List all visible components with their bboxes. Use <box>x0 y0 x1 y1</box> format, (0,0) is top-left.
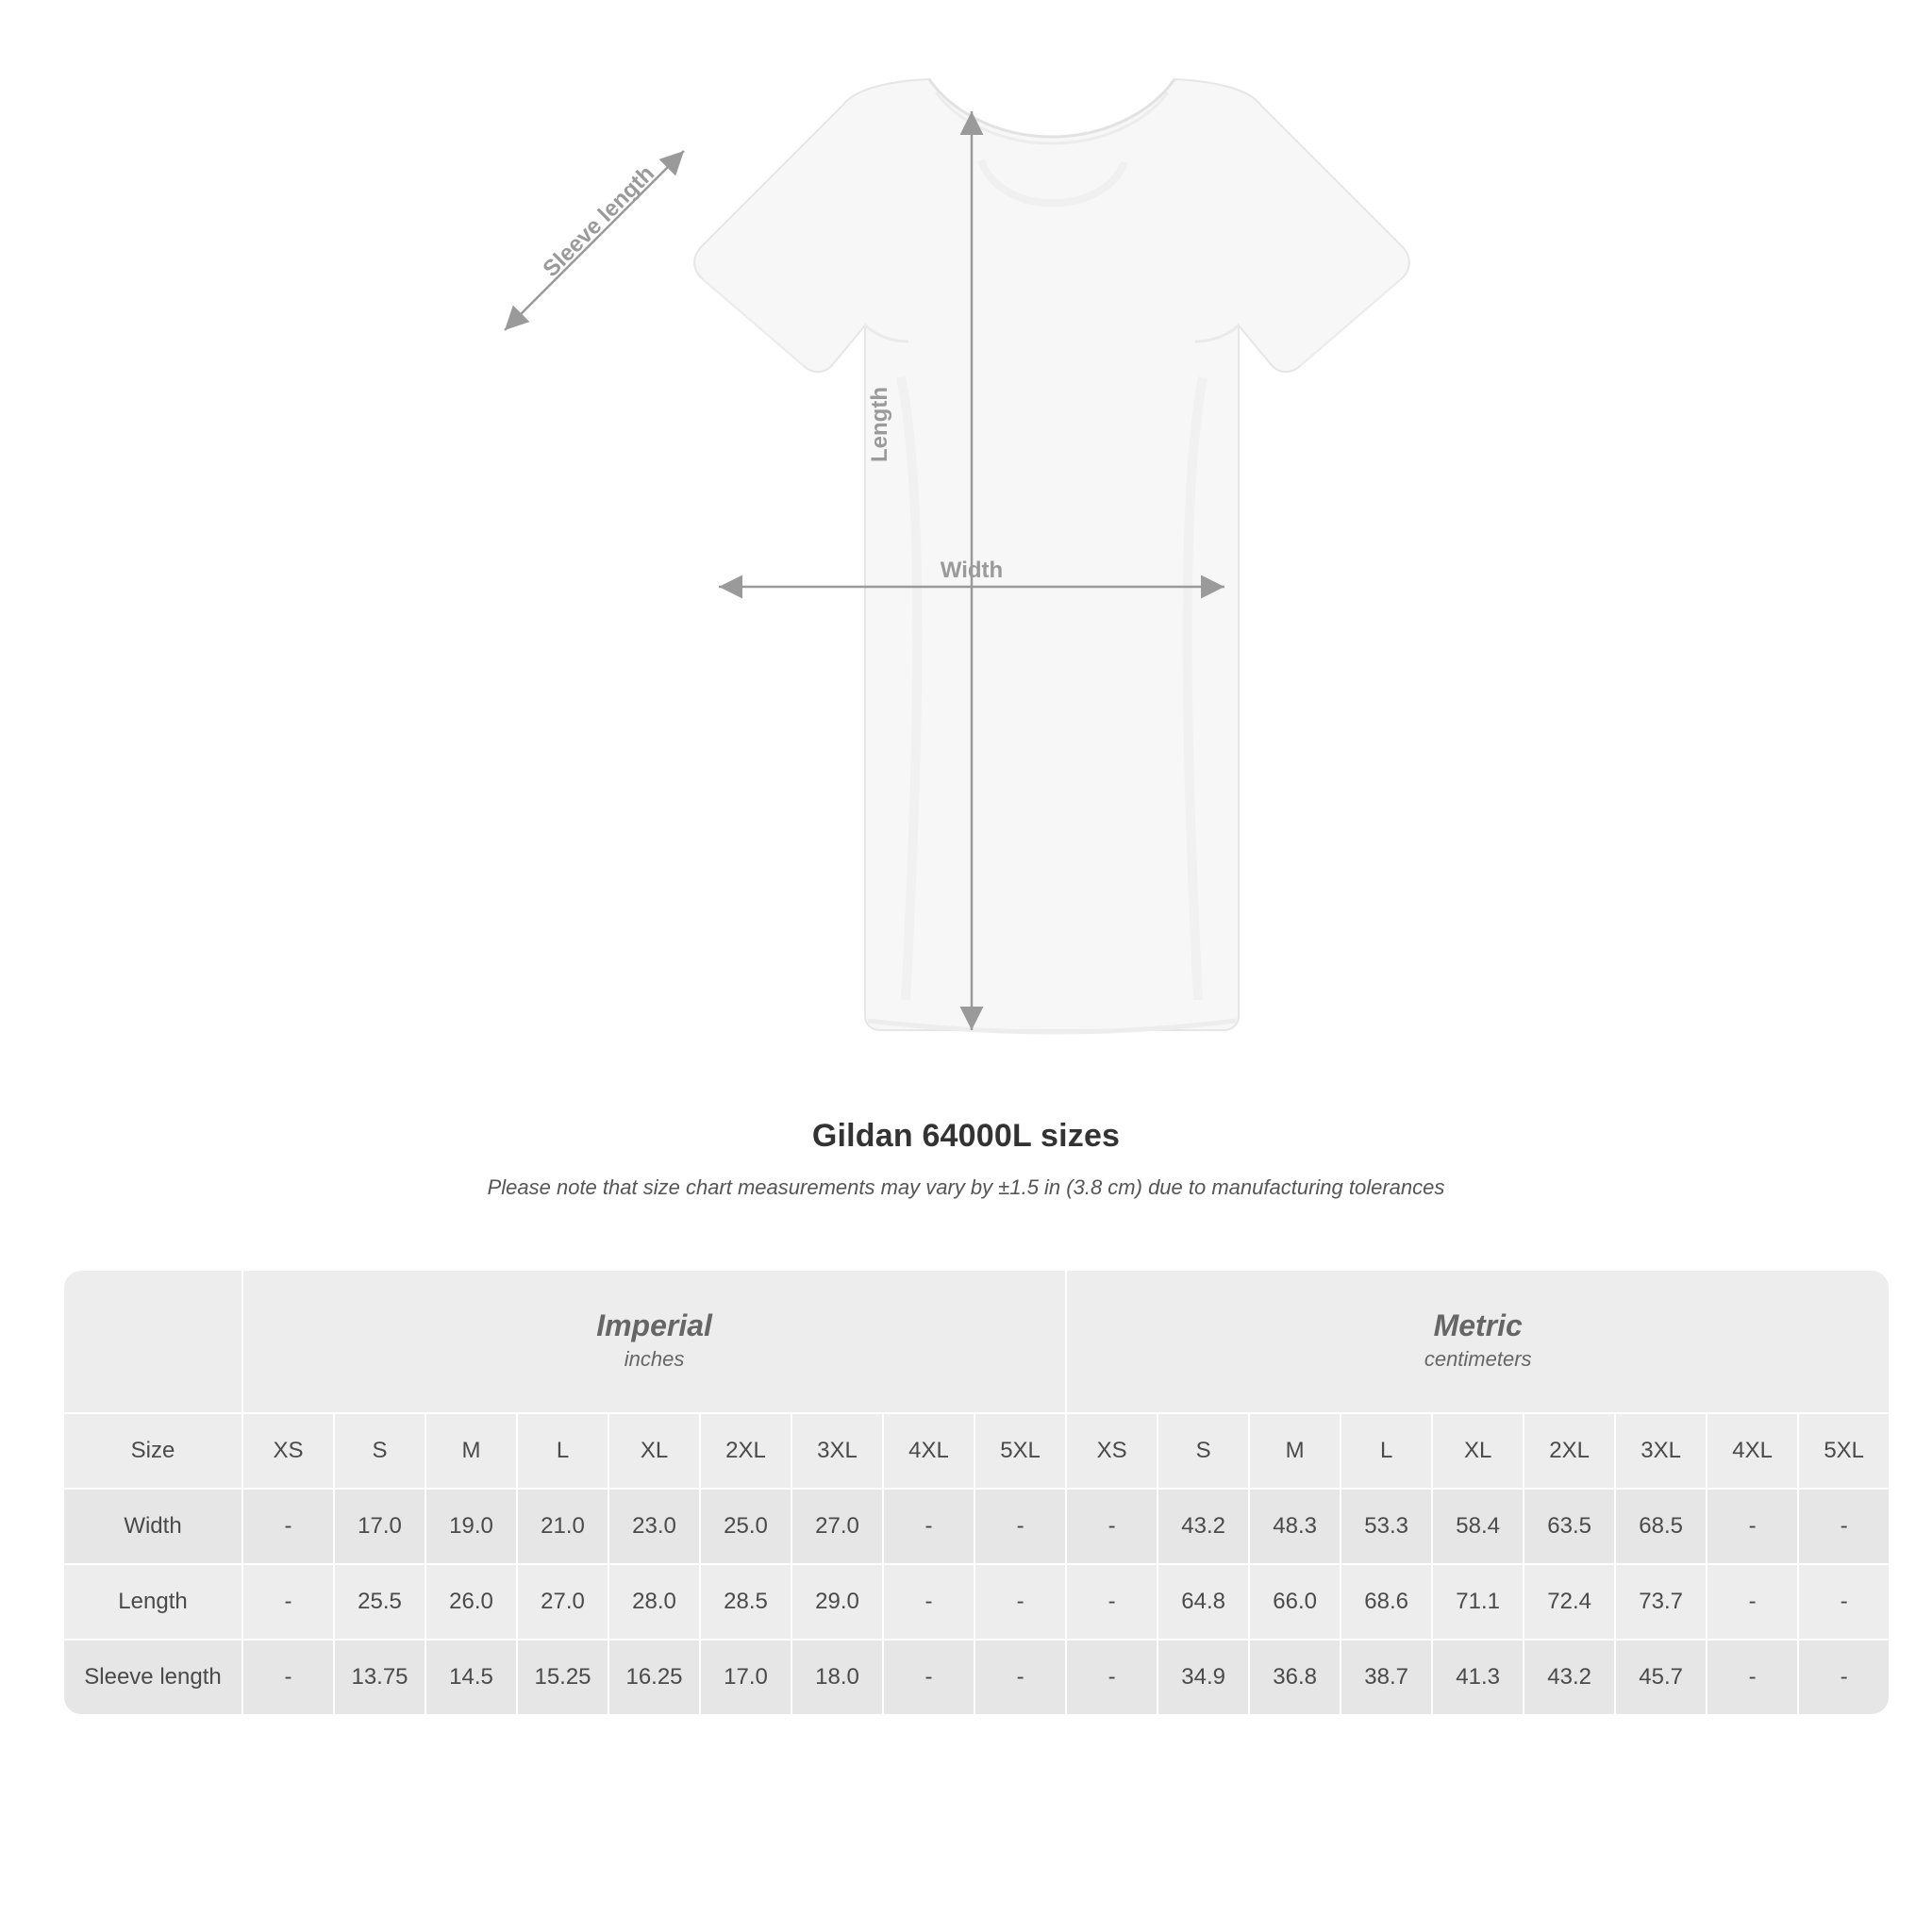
table-cell: - <box>975 1565 1065 1639</box>
table-cell: 28.0 <box>609 1565 699 1639</box>
size-table <box>62 1269 1890 1716</box>
row-label: Width <box>64 1490 242 1563</box>
column-header: XS <box>1067 1414 1157 1488</box>
table-cell: 73.7 <box>1616 1565 1706 1639</box>
table-cell: 72.4 <box>1524 1565 1614 1639</box>
table-cell: - <box>1067 1641 1157 1714</box>
column-header: 3XL <box>1616 1414 1706 1488</box>
table-cell: 34.9 <box>1158 1641 1248 1714</box>
column-header: S <box>1158 1414 1248 1488</box>
page-title: Gildan 64000L sizes <box>811 1118 1121 1154</box>
table-cell: - <box>1067 1490 1157 1563</box>
table-cell: - <box>884 1565 974 1639</box>
table-row <box>64 1565 1889 1639</box>
table-cell: 71.1 <box>1433 1565 1523 1639</box>
size-table-wrap <box>62 1269 1870 1716</box>
table-cell: - <box>884 1490 974 1563</box>
tshirt-shape <box>694 79 1409 1032</box>
unit-group-metric-name: Metric <box>1433 1308 1523 1343</box>
column-header: L <box>1341 1414 1431 1488</box>
table-cell: 64.8 <box>1158 1565 1248 1639</box>
table-cell: - <box>1799 1565 1889 1639</box>
unit-group-imperial <box>243 1271 1065 1412</box>
title-block <box>0 1118 1932 1200</box>
table-cell: 48.3 <box>1250 1490 1340 1563</box>
table-cell: - <box>975 1641 1065 1714</box>
row-label: Sleeve length <box>64 1641 242 1714</box>
table-cell: - <box>243 1490 333 1563</box>
table-cell: 29.0 <box>792 1565 882 1639</box>
table-cell: 25.0 <box>701 1490 791 1563</box>
table-cell: 19.0 <box>426 1490 516 1563</box>
table-cell: - <box>884 1641 974 1714</box>
table-cell: 27.0 <box>792 1490 882 1563</box>
column-header: 2XL <box>1524 1414 1614 1488</box>
table-cell: 28.5 <box>701 1565 791 1639</box>
table-cell: 53.3 <box>1341 1490 1431 1563</box>
column-header: 3XL <box>792 1414 882 1488</box>
unit-header-row <box>64 1271 1889 1412</box>
table-row <box>64 1490 1889 1563</box>
table-cell: 36.8 <box>1250 1641 1340 1714</box>
table-cell: - <box>1707 1490 1797 1563</box>
column-header: M <box>1250 1414 1340 1488</box>
column-header: S <box>335 1414 425 1488</box>
table-cell: - <box>975 1490 1065 1563</box>
column-header: 2XL <box>701 1414 791 1488</box>
table-cell: 43.2 <box>1524 1641 1614 1714</box>
table-cell: 14.5 <box>426 1641 516 1714</box>
table-cell: 43.2 <box>1158 1490 1248 1563</box>
unit-blank-cell <box>64 1271 242 1412</box>
sleeve-length-dimension <box>505 151 684 330</box>
column-header: 4XL <box>884 1414 974 1488</box>
column-header: 4XL <box>1707 1414 1797 1488</box>
table-cell: 38.7 <box>1341 1641 1431 1714</box>
table-cell: 45.7 <box>1616 1641 1706 1714</box>
table-cell: - <box>243 1641 333 1714</box>
table-cell: 41.3 <box>1433 1641 1523 1714</box>
header-size-label: Size <box>64 1414 242 1488</box>
table-cell: 63.5 <box>1524 1490 1614 1563</box>
table-cell: 16.25 <box>609 1641 699 1714</box>
column-header: XS <box>243 1414 333 1488</box>
table-cell: 17.0 <box>701 1641 791 1714</box>
table-cell: 21.0 <box>518 1490 608 1563</box>
table-cell: - <box>1799 1641 1889 1714</box>
table-cell: 58.4 <box>1433 1490 1523 1563</box>
table-cell: - <box>1799 1490 1889 1563</box>
table-cell: 25.5 <box>335 1565 425 1639</box>
column-header: XL <box>609 1414 699 1488</box>
table-cell: - <box>1707 1565 1797 1639</box>
table-cell: 17.0 <box>335 1490 425 1563</box>
table-cell: 68.5 <box>1616 1490 1706 1563</box>
unit-group-imperial-sub: inches <box>624 1346 685 1371</box>
table-cell: 26.0 <box>426 1565 516 1639</box>
column-header: 5XL <box>1799 1414 1889 1488</box>
table-header-row <box>64 1414 1889 1488</box>
column-header: 5XL <box>975 1414 1065 1488</box>
tolerance-note: Please note that size chart measurements may vary by ±1.5 in (3.8 cm) due to manufacturing tolerances <box>487 1175 1445 1199</box>
table-cell: 15.25 <box>518 1641 608 1714</box>
table-cell: 23.0 <box>609 1490 699 1563</box>
table-cell: - <box>1707 1641 1797 1714</box>
table-cell: 13.75 <box>335 1641 425 1714</box>
unit-group-imperial-name: Imperial <box>596 1308 712 1343</box>
width-label: Width <box>940 558 1004 583</box>
column-header: M <box>426 1414 516 1488</box>
table-cell: 68.6 <box>1341 1565 1431 1639</box>
unit-group-metric-sub: centimeters <box>1424 1346 1532 1371</box>
table-cell: - <box>243 1565 333 1639</box>
table-row <box>64 1641 1889 1714</box>
table-cell: - <box>1067 1565 1157 1639</box>
table-cell: 66.0 <box>1250 1565 1340 1639</box>
length-label: Length <box>867 387 892 462</box>
column-header: L <box>518 1414 608 1488</box>
column-header: XL <box>1433 1414 1523 1488</box>
sleeve-length-label: Sleeve length <box>538 160 659 282</box>
table-cell: 27.0 <box>518 1565 608 1639</box>
table-cell: 18.0 <box>792 1641 882 1714</box>
unit-group-metric <box>1067 1271 1889 1412</box>
row-label: Length <box>64 1565 242 1639</box>
